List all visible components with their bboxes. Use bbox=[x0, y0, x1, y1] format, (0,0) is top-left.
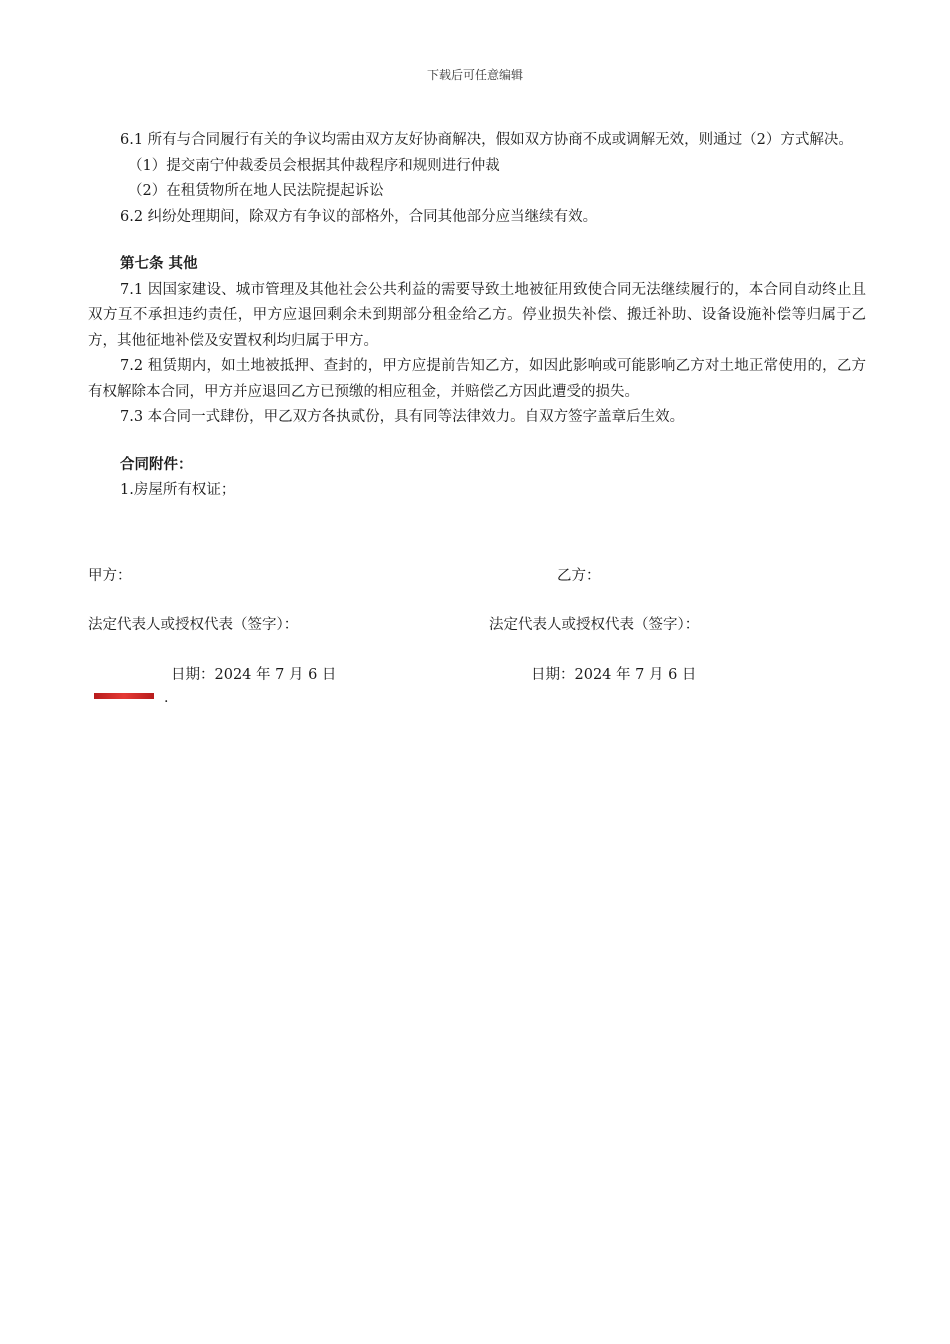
attachments-title: 合同附件： bbox=[120, 456, 193, 473]
clause-6-1: 6.1 所有与合同履行有关的争议均需由双方友好协商解决，假如双方协商不成或调解无效，则通过（2）方式解决。 bbox=[120, 132, 853, 148]
attachment-item-1: 1.房屋所有权证； bbox=[120, 482, 236, 498]
trailing-dot: . bbox=[164, 690, 169, 706]
clause-7-2: 7.2 租赁期内，如土地被抵押、查封的，甲方应提前告知乙方，如因此影响或可能影响乙方对土地正常使用的，乙方有权解除本合同，甲方并应退回乙方已预缴的相应租金，并赔偿乙方因此遭受的损失。 bbox=[88, 358, 866, 400]
party-b-representative: 法定代表人或授权代表（签字）： bbox=[489, 617, 700, 633]
page-header: 下载后可任意编辑 bbox=[426, 68, 523, 82]
clause-6-1-option-1: （1）提交南宁仲裁委员会根据其仲裁程序和规则进行仲裁 bbox=[128, 157, 500, 174]
section-7-title: 第七条 其他 bbox=[120, 256, 198, 272]
red-accent-bar bbox=[94, 693, 154, 699]
contract-body bbox=[88, 128, 866, 504]
clause-6-2: 6.2 纠纷处理期间，除双方有争议的部格外，合同其他部分应当继续有效。 bbox=[120, 208, 598, 225]
party-b-date: 日期：2024 年 7 月 6 日 bbox=[531, 667, 697, 683]
party-b-label: 乙方： bbox=[557, 568, 601, 584]
clause-7-1: 7.1 因国家建设、城市管理及其他社会公共利益的需要导致土地被征用致使合同无法继续履行的，本合同自动终止且双方互不承担违约责任，甲方应退回剩余未到期部分租金给乙方。停业损失补偿、搬迁补助、设备设施补偿等归属于乙方，其他征地补偿及安置权利均归属于甲方。 bbox=[88, 281, 866, 349]
party-a-label: 甲方： bbox=[88, 568, 132, 584]
clause-7-3: 7.3 本合同一式肆份，甲乙双方各执贰份，具有同等法律效力。自双方签字盖章后生效。 bbox=[120, 409, 685, 425]
party-a-representative: 法定代表人或授权代表（签字）： bbox=[88, 617, 299, 633]
party-a-date: 日期：2024 年 7 月 6 日 bbox=[171, 667, 337, 683]
clause-6-1-option-2: （2）在租赁物所在地人民法院提起诉讼 bbox=[128, 183, 384, 199]
